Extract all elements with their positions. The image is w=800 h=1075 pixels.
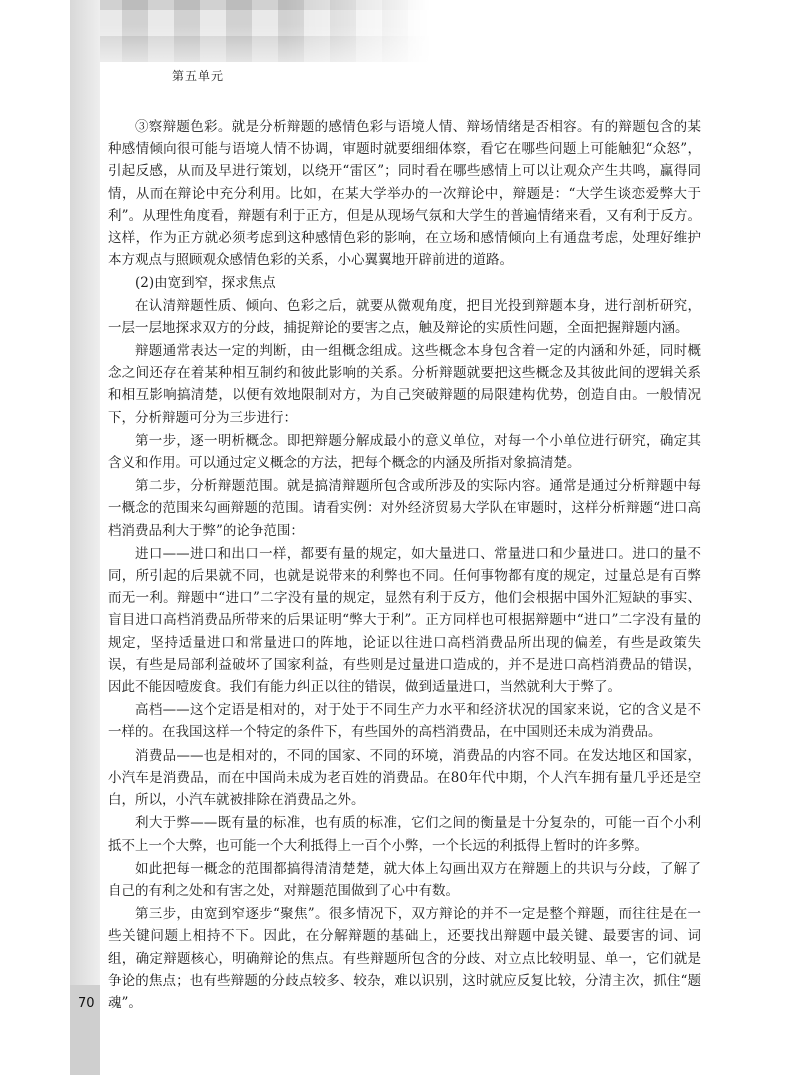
paragraph-consumer-goods: 消费品——也是相对的，不同的国家、不同的环境，消费品的内容不同。在发达地区和国家，小汽车是消费品，而在中国尚未成为老百姓的消费品。在80年代中期，个人汽车拥有量几乎还是空白，所以，小汽车就被排除在消费品之外。 bbox=[108, 747, 701, 809]
page-body bbox=[108, 116, 701, 1015]
paragraph-color-analysis: ③察辩题色彩。就是分析辩题的感情色彩与语境人情、辩场情绪是否相容。有的辩题包含的某种感情倾向很可能与语境人情不协调，审题时就要细细体察，看它在哪些问题上可能触犯“众怒”，引起反感，从而及早进行策划，以绕开“雷区”；同时看在哪些感情上可以让观众产生共鸣，赢得同情，从而在辩论中充分利用。比如，在某大学举办的一次辩论中，辩题是：“大学生谈恋爱弊大于利”。从理性角度看，辩题有利于正方，但是从现场气氛和大学生的普遍情绪来看，又有利于反方。这样，作为正方就必须考虑到这种感情色彩的影响，在立场和感情倾向上有通盘考虑，处理好维护本方观点与照顾观众感情色彩的关系，小心翼翼地开辟前进的道路。 bbox=[108, 119, 701, 269]
paragraph-high-end: 高档——这个定语是相对的，对于处于不同生产力水平和经济状况的国家来说，它的含义是不一样的。在我国这样一个特定的条件下，有些国外的高档消费品，在中国则还未成为消费品。 bbox=[108, 702, 701, 741]
paragraph-intro: 在认清辩题性质、倾向、色彩之后，就要从微观角度，把目光投到辩题本身，进行剖析研究，一层一层地探求双方的分歧，捕捉辩论的要害之点，触及辩论的实质性问题，全面把握辩题内涵。 bbox=[108, 297, 701, 336]
paragraph-step-two: 第二步，分析辩题范围。就是搞清辩题所包含或所涉及的实际内容。通常是通过分析辩题中每一概念的范围来勾画辩题的范围。请看实例：对外经济贸易大学队在审题时，这样分析辩题“进口高档消费品利大于弊”的论争范围： bbox=[108, 478, 701, 539]
paragraph-summary: 如此把每一概念的范围都搞得清清楚楚，就大体上勾画出双方在辩题上的共识与分歧，了解了自己的有利之处和有害之处，对辩题范围做到了心中有数。 bbox=[108, 860, 701, 899]
header-decoration bbox=[0, 0, 800, 62]
section-heading: (2)由宽到窄，探求焦点 bbox=[135, 275, 276, 292]
paragraph-benefit: 利大于弊——既有量的标准，也有质的标准，它们之间的衡量是十分复杂的，可能一百个小利抵不上一个大弊，也可能一个大利抵得上一百个小弊，一个长远的利抵得上暂时的许多弊。 bbox=[108, 815, 701, 854]
paragraph-step-one: 第一步，逐一明析概念。即把辩题分解成最小的意义单位，对每一个小单位进行研究，确定其含义和作用。可以通过定义概念的方法，把每个概念的内涵及所指对象搞清楚。 bbox=[108, 432, 701, 472]
page-number: 70 bbox=[78, 996, 95, 1011]
unit-label: 第五单元 bbox=[172, 69, 225, 83]
paragraph-concepts: 辩题通常表达一定的判断，由一组概念组成。这些概念本身包含着一定的内涵和外延，同时概念之间还存在着某种相互制约和彼此影响的关系。分析辩题就要把这些概念及其彼此间的逻辑关系和相互影响搞清楚，以便有效地限制对方，为自己突破辩题的局限建构优势，创造自由。一般情况下，分析辩题可分为三步进行： bbox=[108, 343, 701, 426]
paragraph-step-three: 第三步，由宽到窄逐步“聚焦”。很多情况下，双方辩论的并不一定是整个辩题，而往往是在一些关键问题上相持不下。因此，在分解辩题的基础上，还要找出辩题中最关键、最要害的词、词组，确定辩题核心，明确辩论的焦点。有些辩题所包含的分歧、对立点比较明显、单一，它们就是争论的焦点；也有些辩题的分歧点较多、较杂，难以识别，这时就应反复比较，分清主次，抓住“题魂”。 bbox=[108, 906, 701, 1011]
paragraph-import: 进口——进口和出口一样，都要有量的规定，如大量进口、常量进口和少量进口。进口的量不同，所引起的后果就不同，也就是说带来的利弊也不同。任何事物都有度的规定，过量总是有百弊而无一利。辩题中“进口”二字没有量的规定，显然有利于反方，他们会根据中国外汇短缺的事实、盲目进口高档消费品所带来的后果证明“弊大于利”。正方同样也可根据辩题中“进口”二字没有量的规定，坚持适量进口和常量进口的阵地，论证以往进口高档消费品所出现的偏差，有些是政策失误，有些是局部利益破坏了国家利益，有些则是过量进口造成的，并不是进口高档消费品的错误，因此不能因噎废食。我们有能力纠正以往的错误，做到适量进口，当然就利大于弊了。 bbox=[108, 545, 701, 696]
page-side-strip bbox=[70, 0, 100, 1075]
